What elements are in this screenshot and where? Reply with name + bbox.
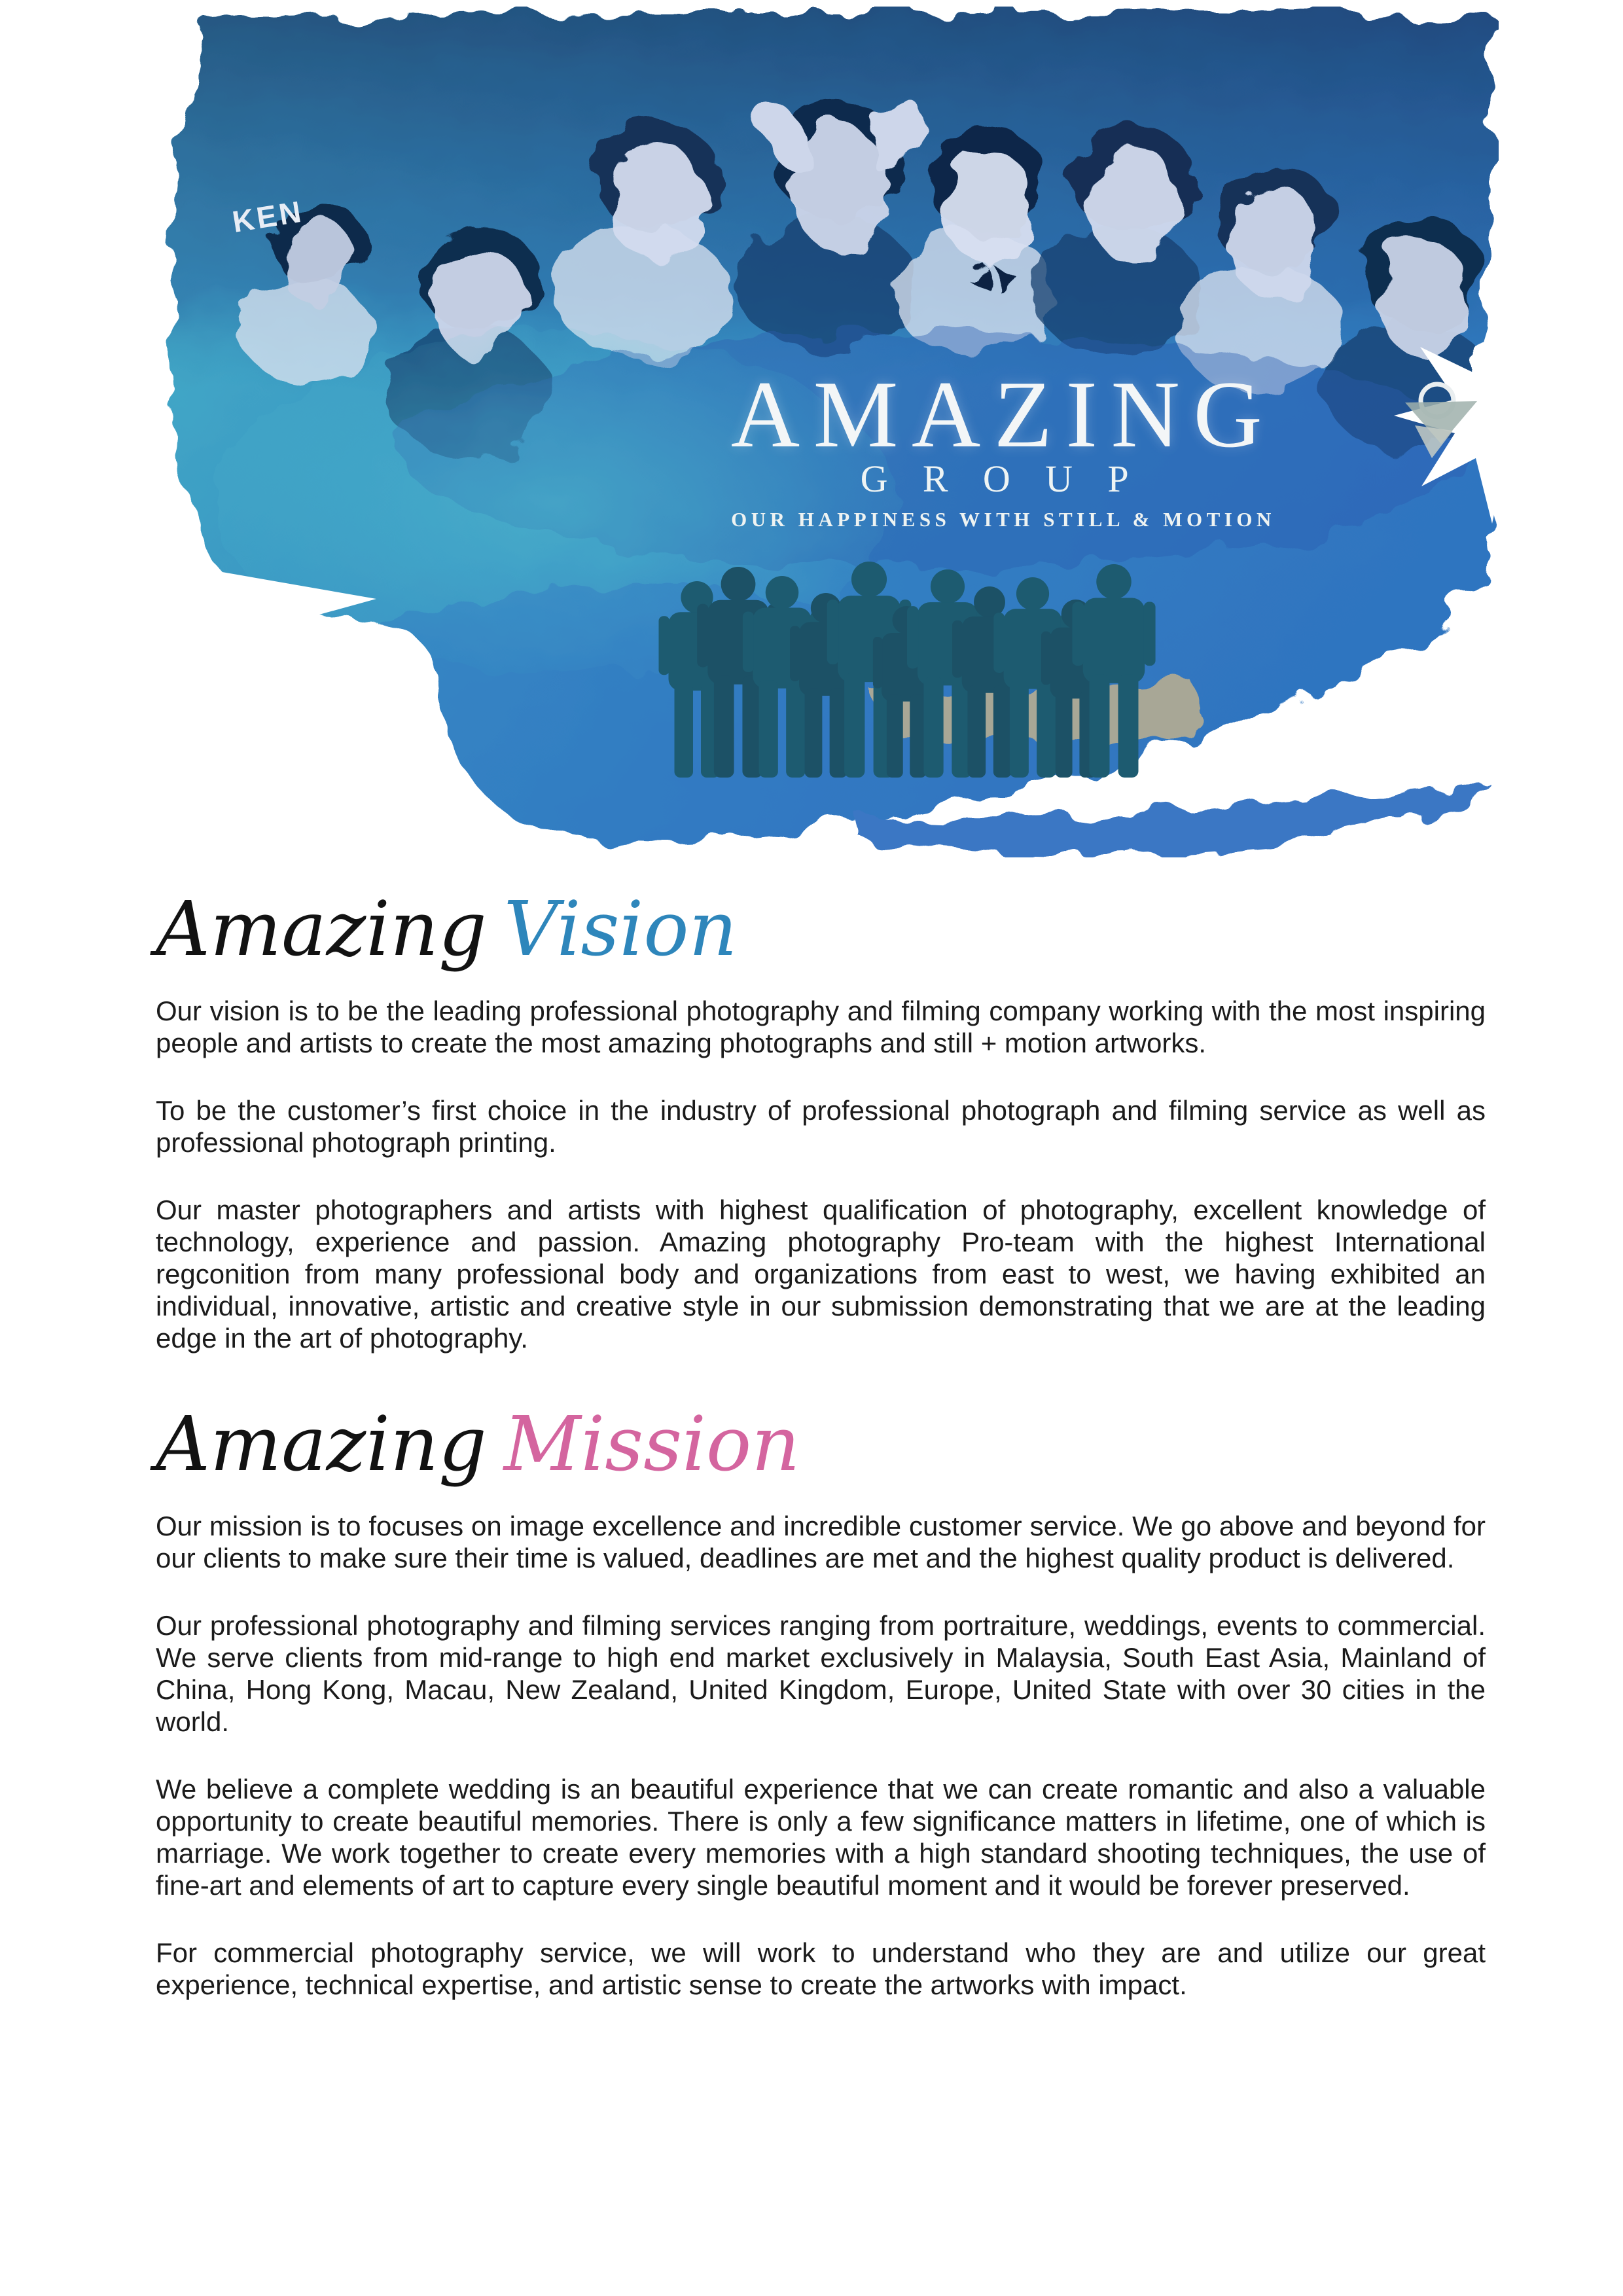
- cap-text: KEN: [230, 194, 306, 239]
- vision-paragraph-1: Our vision is to be the leading professional photography and filming company working with the most inspiring people and artists to create the most amazing photographs and still + motion artworks.: [156, 996, 1486, 1058]
- vision-heading-amazing: Amazing: [156, 886, 487, 973]
- content-column: [156, 884, 1486, 2001]
- mission-paragraph-3: We believe a complete wedding is an beautiful experience that we can create romantic and also a valuable opportunity to create beautiful memories. There is only a few significance matters in lifetime, one of which is marriage. We work together to create every memories with a high standard shooting techniques, the use of fine-art and elements of art to capture every single beautiful moment and it would be forever preserved.: [156, 1774, 1486, 1901]
- mission-paragraph-1: Our mission is to focuses on image excellence and incredible customer service. We go above and beyond for our clients to make sure their time is valued, deadlines are met and the highest quality product is delivered.: [156, 1511, 1486, 1573]
- vision-paragraph-2: To be the customer’s first choice in the industry of professional photograph and filming service as well as professional photograph printing.: [156, 1095, 1486, 1158]
- vision-paragraph-3: Our master photographers and artists with highest qualification of photography, excellent knowledge of technology, experience and passion. Amazing photography Pro-team with the highest International regconition from many professional body and organizations from east to west, we having exhibited an individual, innovative, artistic and creative style in our submission demonstrating that we are at the leading edge in the art of photography.: [156, 1194, 1486, 1354]
- mission-paragraph-2: Our professional photography and filming services ranging from portraiture, weddings, events to commercial. We serve clients from mid-range to high end market exclusively in Malaysia, South East Asia, Mainland of China, Hong Kong, Macau, New Zealand, United Kingdom, Europe, United State with over 30 cities in the world.: [156, 1610, 1486, 1737]
- hero-subtitle: GROUP: [860, 457, 1164, 500]
- vision-heading-vision: Vision: [503, 886, 738, 973]
- hero-title-block: [730, 361, 1276, 533]
- vision-heading: [156, 884, 1486, 975]
- mission-heading: [156, 1399, 1486, 1490]
- hero-banner: [151, 7, 1499, 857]
- hero-tagline: OUR HAPPINESS WITH STILL & MOTION: [731, 508, 1275, 531]
- mission-heading-amazing: Amazing: [156, 1401, 487, 1488]
- mission-heading-mission: Mission: [503, 1401, 800, 1488]
- white-arrow-mark: [265, 645, 416, 695]
- hero-title: AMAZING: [730, 361, 1276, 467]
- mission-paragraph-4: For commercial photography service, we will work to understand who they are and utilize our great experience, technical expertise, and artistic sense to create the artworks with impact.: [156, 1937, 1486, 2000]
